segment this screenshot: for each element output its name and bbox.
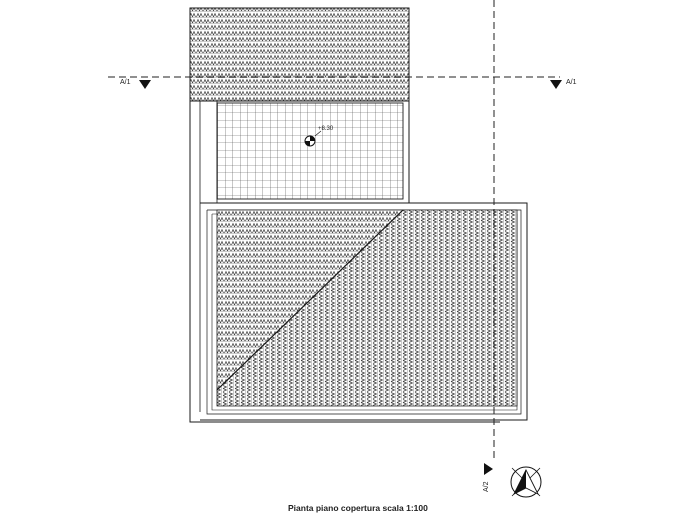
section-label-a2: A/2 [483, 481, 490, 492]
section-triangle-icon [139, 80, 151, 89]
section-marker-a1-right [550, 79, 577, 89]
drawing-title: Pianta piano copertura scala 1:100 [288, 503, 428, 513]
terrace-grid [217, 103, 403, 199]
section-marker-a1-left [120, 79, 151, 89]
north-arrow-icon [511, 467, 541, 497]
section-label-a1-left: A/1 [120, 79, 131, 86]
lower-roof [200, 203, 527, 420]
section-label-a1-right: A/1 [566, 79, 577, 86]
section-marker-a2 [483, 463, 493, 492]
upper-tiled-roof [190, 8, 409, 101]
section-triangle-icon [550, 80, 562, 89]
section-triangle-icon [484, 463, 493, 475]
level-mark-label: +8.30 [318, 126, 334, 132]
